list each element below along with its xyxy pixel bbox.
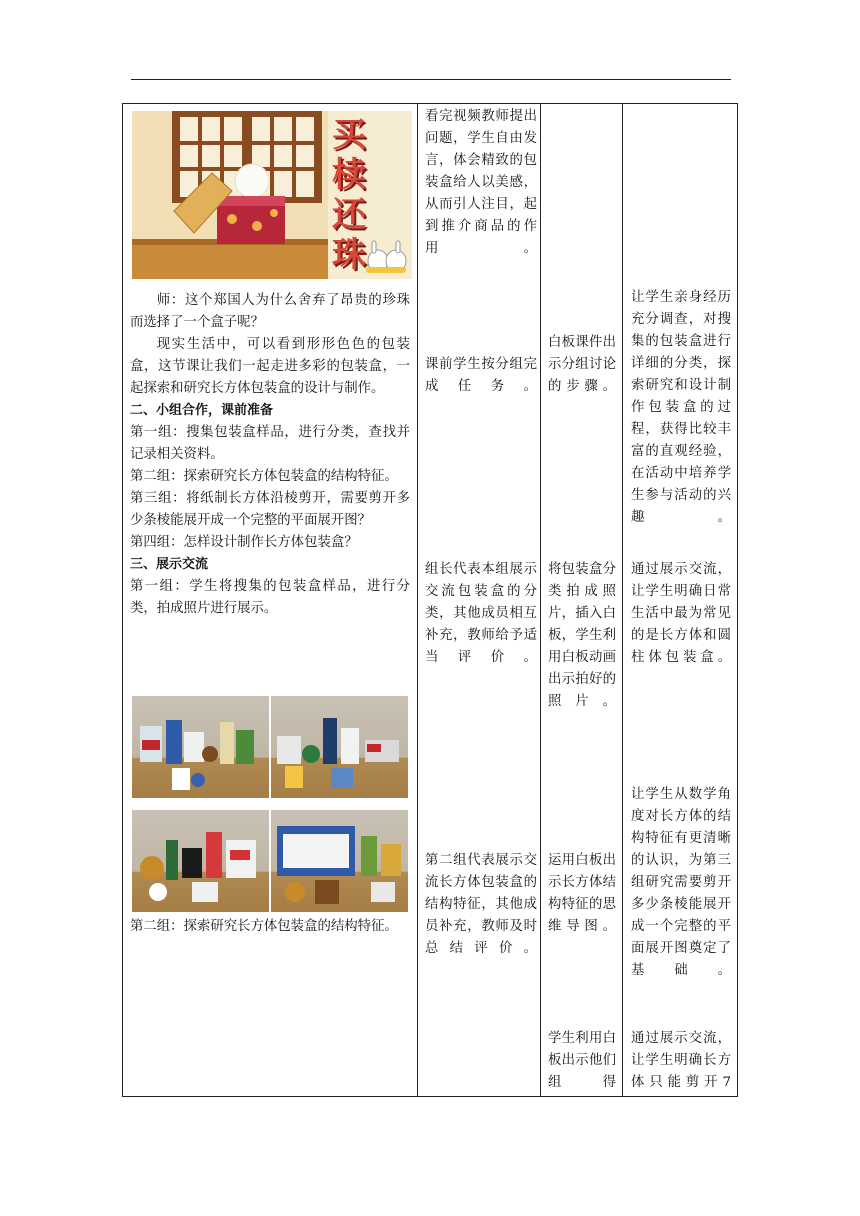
group4-task: 第四组：怎样设计制作长方体包装盒？	[130, 535, 358, 550]
rabbit-mascot-icon	[362, 239, 410, 275]
group3-task: 第三组：将纸制长方体沿棱剪开，需要剪开多少条棱能展开成一个完整的平面展开图？	[130, 491, 410, 528]
package-photo	[271, 810, 408, 912]
intro-paragraph: 现实生活中，可以看到形形色色的包装盒，这节课让我们一起走进多彩的包装盒，一起探索和研究长方体包装盒的设计与制作。	[130, 337, 410, 396]
col4-row2: 让学生亲身经历充分调查，对搜集的包装盒进行详细的分类，探索研究和设计制作包装盒的过程，获得比较丰富的直观经验，在活动中培养学生参与活动的兴趣。	[631, 290, 731, 525]
col4-row3: 通过展示交流，让学生明确日常生活中最为常见的是长方体和圆柱体包装盒。	[631, 562, 731, 665]
col2-row3: 组长代表本组展示交流包装盒的分类，其他成员相互补充，教师给予适当评价。	[425, 562, 537, 665]
col1-text-bottom	[130, 916, 410, 938]
lesson-table	[122, 103, 738, 1097]
package-photo	[132, 696, 269, 798]
header-rule	[131, 79, 731, 80]
cartoon-title: 买椟还珠	[332, 115, 366, 275]
section-heading: 二、小组合作，课前准备	[130, 403, 274, 418]
teacher-question: 师：这个郑国人为什么舍弃了昂贵的珍珠而选择了一个盒子呢？	[130, 293, 410, 330]
group1-task: 第一组：搜集包装盒样品，进行分类，查找并记录相关资料。	[130, 425, 410, 462]
package-photo	[132, 810, 269, 912]
col3-row2: 白板课件出示分组讨论的步骤。	[548, 335, 616, 394]
col2-row1: 看完视频教师提出问题，学生自由发言，体会精致的包装盒给人以美感，从而引人注目，起到推介商品的作用。	[425, 109, 537, 256]
package-photo	[271, 696, 408, 798]
column-divider	[417, 104, 418, 1096]
col3-row3: 将包装盒分类拍成照片，插入白板，学生利用白板动画出示拍好的照片。	[548, 562, 616, 709]
show2-text: 第二组：探索研究长方体包装盒的结构特征。	[130, 919, 398, 934]
show1-text: 第一组：学生将搜集的包装盒样品，进行分类，拍成照片进行展示。	[130, 579, 410, 616]
cartoon-image	[132, 111, 412, 279]
col3-row5: 学生利用白板出示他们组得	[548, 1031, 616, 1090]
column-divider	[540, 104, 541, 1096]
group2-task: 第二组：探索研究长方体包装盒的结构特征。	[130, 469, 398, 484]
col2-row2: 课前学生按分组完成任务。	[425, 357, 537, 394]
col3-row4: 运用白板出示长方体结构特征的思维导图。	[548, 853, 616, 934]
col4-row4: 让学生从数学角度对长方体的结构特征有更清晰的认识，为第三组研究需要剪开多少条棱能展开成一个完整的平面展开图奠定了基础。	[631, 787, 731, 978]
col1-text	[130, 290, 410, 620]
col2-row4: 第二组代表展示交流长方体包装盒的结构特征，其他成员补充，教师及时总结评价。	[425, 853, 537, 956]
section-heading: 三、展示交流	[130, 557, 209, 572]
column-divider	[622, 104, 623, 1096]
col4-row5: 通过展示交流，让学生明确长方体只能剪开7	[631, 1031, 731, 1090]
